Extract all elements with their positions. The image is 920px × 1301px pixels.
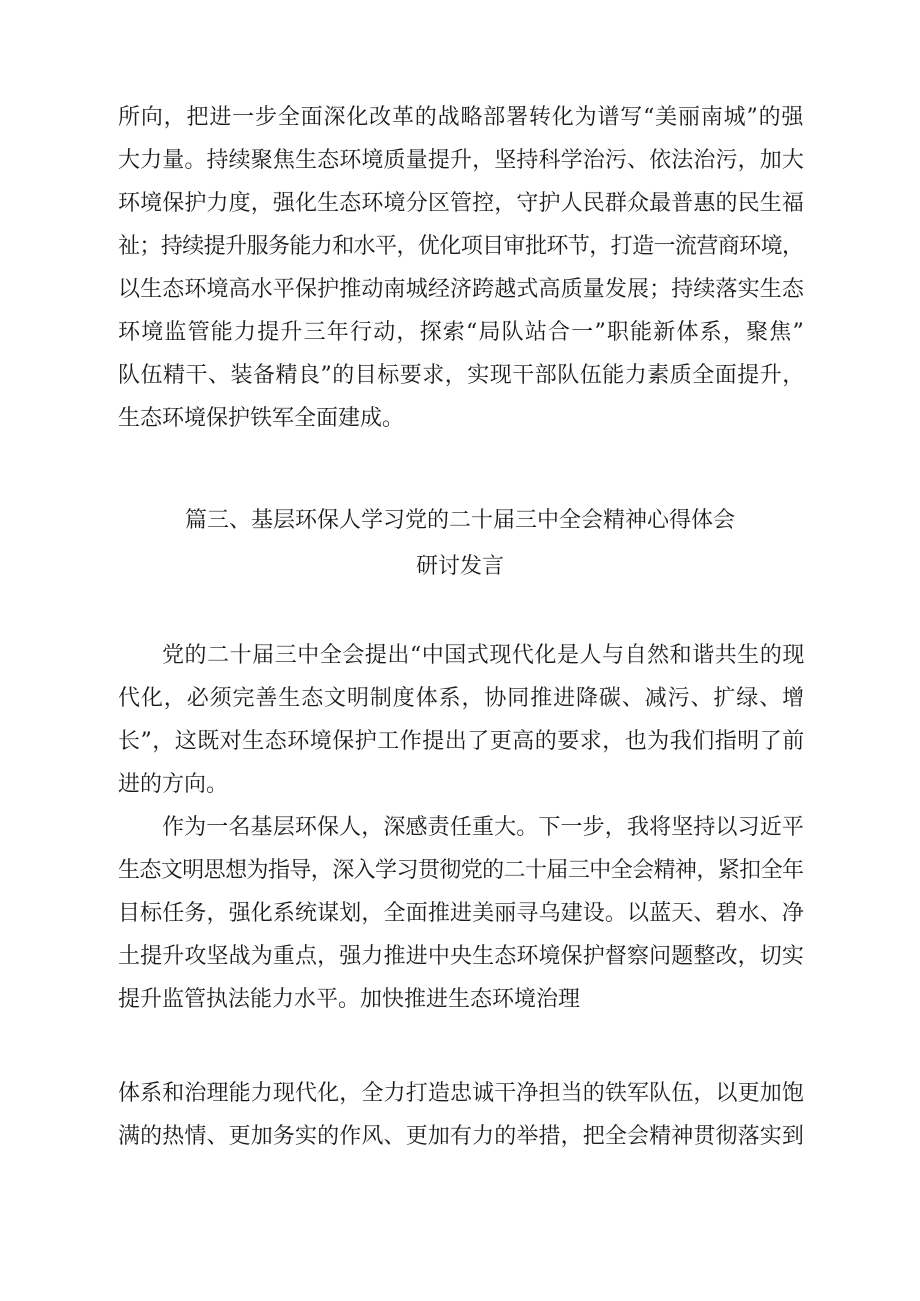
- text-line: 祉；持续提升服务能力和水平，优化项目审批环节，打造一流营商环境，: [118, 234, 804, 259]
- text-line: 土提升攻坚战为重点，强力推进中央生态环境保护督察问题整改，切实: [118, 944, 805, 969]
- text-line: 生态文明思想为指导，深入学习贯彻党的二十届三中全会精神，紧扣全年: [118, 858, 804, 883]
- text-line: 进的方向。: [118, 772, 229, 797]
- text-line: 代化，必须完善生态文明制度体系，协同推进降碳、减污、扩绿、增: [118, 686, 806, 711]
- text-line: 所向，把进一步全面深化改革的战略部署转化为谱写“美丽南城”的强: [118, 105, 805, 130]
- text-line: 队伍精干、装备精良”的目标要求，实现干部队伍能力素质全面提升，: [118, 363, 805, 388]
- text-line: 环境监管能力提升三年行动，探索“局队站合一”职能新体系，聚焦”: [118, 320, 805, 345]
- text-line: 满的热情、更加务实的作风、更加有力的举措，把全会精神贯彻落实到: [118, 1124, 805, 1149]
- text-line: 以生态环境高水平保护推动南城经济跨越式高质量发展；持续落实生态: [118, 277, 805, 302]
- text-line: 长”，这既对生态环境保护工作提出了更高的要求，也为我们指明了前: [118, 729, 805, 754]
- section-title-line-2: 研讨发言: [415, 554, 504, 579]
- text-line: 党的二十届三中全会提出“中国式现代化是人与自然和谐共生的现: [162, 643, 805, 668]
- section-title-line-1: 篇三、基层环保人学习党的二十届三中全会精神心得体会: [184, 508, 735, 533]
- text-line: 环境保护力度，强化生态环境分区管控，守护人民群众最普惠的民生福: [118, 191, 805, 216]
- text-line: 大力量。持续聚焦生态环境质量提升，坚持科学治污、依法治污，加大: [118, 148, 805, 173]
- text-line: 目标任务，强化系统谋划，全面推进美丽寻乌建设。以蓝天、碧水、净: [118, 901, 805, 926]
- text-line: 生态环境保护铁军全面建成。: [118, 406, 405, 431]
- text-line: 作为一名基层环保人，深感责任重大。下一步，我将坚持以习近平: [162, 815, 805, 840]
- text-line: 提升监管执法能力水平。加快推进生态环境治理: [118, 987, 581, 1012]
- text-line: 体系和治理能力现代化，全力打造忠诚干净担当的铁军队伍，以更加饱: [118, 1081, 805, 1106]
